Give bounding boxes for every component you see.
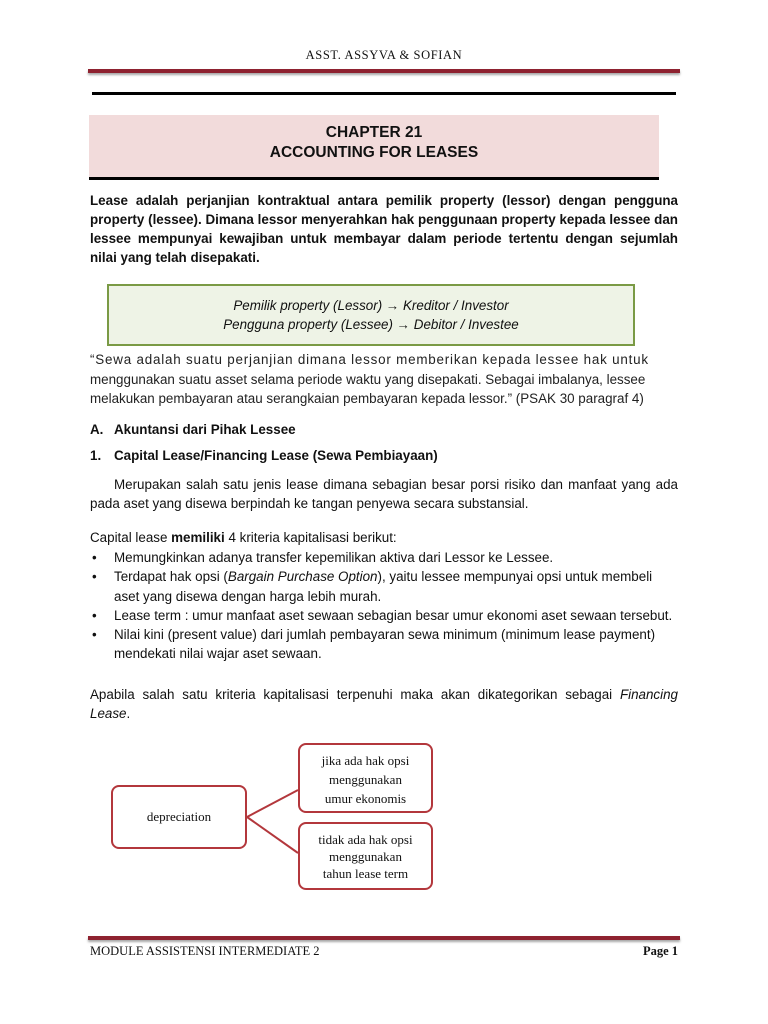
branch-top-line-3: umur ekonomis [324,791,407,806]
section-1-number: 1. [90,448,102,463]
bullet-icon: • [92,627,97,643]
financing-note-italic: Financing Lease [90,687,678,721]
bullet-icon: • [92,550,97,565]
roles-lessee: Pengguna property (Lessee) → Debitor / Investee [223,317,519,332]
criteria-intro-pre: Capital lease [90,530,172,545]
criteria-text: Nilai kini (present value) dari jumlah pembayaran sewa minimum (minimum lease payment) mendekati nilai wajar aset sewaan. [114,627,656,662]
bullet-icon: • [92,607,97,623]
diagram-root-node [111,785,247,849]
diagram-branch-bottom [298,822,433,890]
connector-bottom [247,817,298,853]
diagram-branch-top [298,743,433,813]
section-a-title: Akuntansi dari Pihak Lessee [114,422,296,437]
branch-bottom-line-1: tidak ada hak opsi [318,832,413,847]
criteria-text-post: ), yaitu lessee mempunyai opsi untuk membeli aset yang disewa dengan harga lebih murah. [114,569,653,604]
capital-lease-description: Merupakan salah satu jenis lease dimana sebagian besar porsi risiko dan manfaat yang ada pada aset yang disewa berpindah ke tangan penyewa secara substansial. [90,477,678,511]
chapter-title: ACCOUNTING FOR LEASES [269,144,479,161]
footer-page-number: Page 1 [642,944,678,958]
footer-red-rule [88,936,680,940]
chapter-number: CHAPTER 21 [325,124,423,141]
quote-line-1: “Sewa adalah suatu perjanjian dimana lessor memberikan kepada lessee hak untuk [90,352,649,367]
section-1-title: Capital Lease/Financing Lease (Sewa Pembiayaan) [114,448,438,463]
roles-lessor: Pemilik property (Lessor) → Kreditor / Investor [233,298,509,313]
criteria-italic: Bargain Purchase Option [227,569,378,585]
section-a-number: A. [90,422,104,437]
intro-paragraph: Lease adalah perjanjian kontraktual antara pemilik property (lessor) dengan pengguna property (lessee). Dimana lessor menyerahkan hak penggunaan property kepada lessee dan lessee mempunyai kewajiban untuk membayar dalam periode tertentu dengan sejumlah nilai yang telah disepakati. [90,193,678,265]
branch-top-line-1: jika ada hak opsi [321,753,410,768]
branch-bottom-line-3: tahun lease term [322,866,409,881]
criteria-text: Terdapat hak opsi ( [114,569,228,585]
branch-bottom-line-2: menggunakan [329,849,402,864]
running-header: ASST. ASSYVA & SOFIAN [305,48,463,62]
footer-module: MODULE ASSISTENSI INTERMEDIATE 2 [90,944,320,958]
quote-line-3: melakukan pembayaran atau serangkaian pembayaran kepada lessor.” (PSAK 30 paragraf 4) [90,391,644,406]
branch-top-line-2: menggunakan [329,772,402,787]
quote-line-2: menggunakan suatu asset selama periode waktu yang disepakati. Sebagai imbalanya, lessee [90,371,646,387]
diagram-root-label: depreciation [146,809,212,824]
criteria-intro-post: 4 kriteria kapitalisasi berikut: [224,530,397,545]
financing-note-pre: Apabila salah satu kriteria kapitalisasi terpenuhi maka akan dikategorikan sebagai [90,687,620,702]
criteria-text: Memungkinkan adanya transfer kepemilikan aktiva dari Lessor ke Lessee. [114,550,554,565]
connector-top [247,790,298,817]
bullet-icon: • [92,569,97,585]
financing-note-post: . [126,706,131,721]
criteria-text: Lease term : umur manfaat aset sewaan sebagian besar umur ekonomi aset sewaan tersebut. [114,607,673,623]
criteria-intro-bold: memiliki [171,530,225,545]
